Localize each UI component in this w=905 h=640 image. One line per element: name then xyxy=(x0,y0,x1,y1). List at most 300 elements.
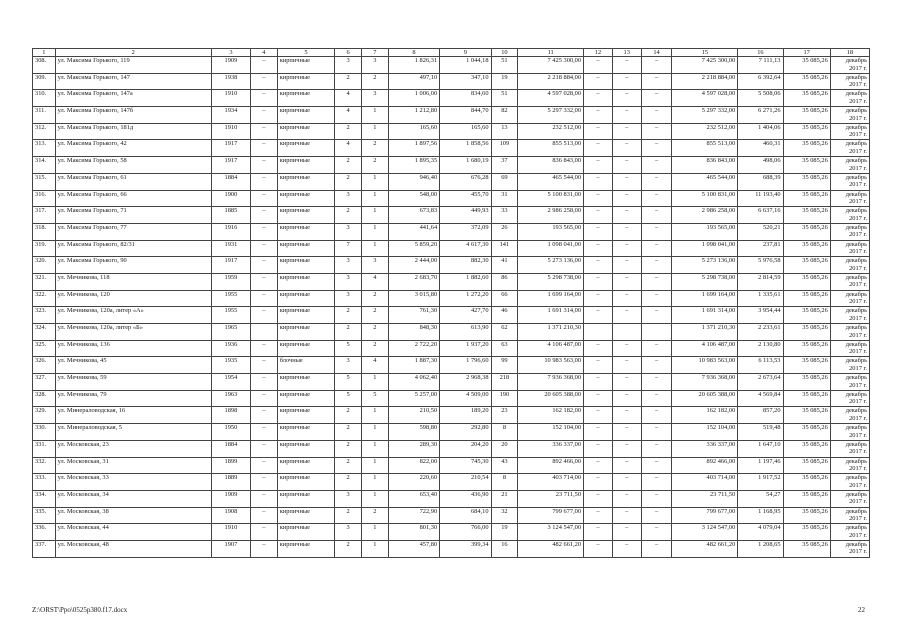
table-cell: 2 xyxy=(362,157,389,174)
table-cell: 3 xyxy=(335,57,362,74)
table-cell: 327. xyxy=(33,374,56,391)
table-cell: – xyxy=(612,290,641,307)
table-cell: 1 006,00 xyxy=(388,90,439,107)
table-cell: 109 xyxy=(491,140,518,157)
table-cell: 3 xyxy=(335,357,362,374)
table-cell: 1 xyxy=(362,407,389,424)
table-cell: – xyxy=(584,540,613,557)
table-cell: ул. Мечникова, 79 xyxy=(55,390,211,407)
table-cell: 482 661,20 xyxy=(518,540,584,557)
table-cell: 10 983 563,00 xyxy=(672,357,738,374)
table-row xyxy=(33,457,870,474)
table-cell: 210,54 xyxy=(440,474,491,491)
table-cell: 855 513,00 xyxy=(518,140,584,157)
table-cell: 1 xyxy=(362,240,389,257)
table-cell: 1 917,52 xyxy=(738,474,783,491)
table-cell: 1 xyxy=(362,474,389,491)
table-row xyxy=(33,357,870,374)
table-cell: – xyxy=(641,190,672,207)
table-cell: ул. Мечникова, 118 xyxy=(55,273,211,290)
table-cell: 7 936 368,00 xyxy=(518,374,584,391)
table-cell: – xyxy=(250,257,277,274)
table-row xyxy=(33,223,870,240)
table-cell: 3 xyxy=(335,190,362,207)
table-row xyxy=(33,273,870,290)
table-row xyxy=(33,407,870,424)
table-cell: 326. xyxy=(33,357,56,374)
table-cell: 5 xyxy=(362,390,389,407)
table-cell: 1908 xyxy=(211,507,250,524)
table-row xyxy=(33,123,870,140)
table-cell: 761,30 xyxy=(388,307,439,324)
table-cell: – xyxy=(250,540,277,557)
housing-stock-table xyxy=(32,48,870,558)
table-cell: – xyxy=(584,424,613,441)
column-number-cell: 15 xyxy=(672,49,738,57)
table-cell: кирпичные xyxy=(277,173,335,190)
table-cell: 2 673,64 xyxy=(738,374,783,391)
table-cell: 1 371 210,30 xyxy=(518,324,584,341)
table-cell: кирпичные xyxy=(277,257,335,274)
table-cell: 66 xyxy=(491,290,518,307)
table-row xyxy=(33,374,870,391)
table-cell: 4 xyxy=(335,140,362,157)
table-cell: 673,83 xyxy=(388,207,439,224)
table-cell: 35 085,26 xyxy=(783,340,830,357)
table-cell: 99 xyxy=(491,357,518,374)
table-cell: 35 085,26 xyxy=(783,424,830,441)
table-cell: 1 xyxy=(362,490,389,507)
table-cell: – xyxy=(250,173,277,190)
table-cell: 520,21 xyxy=(738,223,783,240)
table-cell: 2 968,38 xyxy=(440,374,491,391)
table-cell: кирпичные xyxy=(277,424,335,441)
table-cell: 165,60 xyxy=(388,123,439,140)
table-cell: 399,34 xyxy=(440,540,491,557)
table-cell: 204,20 xyxy=(440,440,491,457)
table-cell: – xyxy=(641,273,672,290)
table-cell: 684,10 xyxy=(440,507,491,524)
table-row xyxy=(33,490,870,507)
table-cell: 2 233,61 xyxy=(738,324,783,341)
table-cell: кирпичные xyxy=(277,190,335,207)
table-row xyxy=(33,107,870,124)
table-cell: 1 197,46 xyxy=(738,457,783,474)
table-cell: – xyxy=(612,107,641,124)
table-cell: декабрь 2017 г. xyxy=(830,240,869,257)
table-cell: 62 xyxy=(491,324,518,341)
table-cell: 7 425 300,00 xyxy=(518,57,584,74)
table-cell: 1963 xyxy=(211,390,250,407)
table-cell: – xyxy=(250,107,277,124)
table-cell: ул. Максима Горького, 181д xyxy=(55,123,211,140)
table-cell: ул. Московская, 31 xyxy=(55,457,211,474)
table-cell: декабрь 2017 г. xyxy=(830,140,869,157)
table-cell: – xyxy=(612,273,641,290)
table-cell: ул. Московская, 44 xyxy=(55,524,211,541)
table-cell: 1 647,10 xyxy=(738,440,783,457)
table-cell: 19 xyxy=(491,524,518,541)
table-cell: 4 569,84 xyxy=(738,390,783,407)
table-cell: – xyxy=(584,157,613,174)
table-cell: декабрь 2017 г. xyxy=(830,457,869,474)
table-cell: 232 512,00 xyxy=(672,123,738,140)
table-cell: 16 xyxy=(491,540,518,557)
table-cell: 1917 xyxy=(211,157,250,174)
table-cell: – xyxy=(641,207,672,224)
table-cell: 5 xyxy=(335,390,362,407)
table-cell: кирпичные xyxy=(277,390,335,407)
table-cell: 822,00 xyxy=(388,457,439,474)
table-cell: – xyxy=(250,190,277,207)
table-cell: 1965 xyxy=(211,324,250,341)
table-cell: 403 714,00 xyxy=(672,474,738,491)
table-cell: – xyxy=(612,190,641,207)
table-cell: декабрь 2017 г. xyxy=(830,223,869,240)
table-cell: ул. Московская, 33 xyxy=(55,474,211,491)
table-cell: 1917 xyxy=(211,140,250,157)
table-cell: – xyxy=(250,390,277,407)
table-cell: 35 085,26 xyxy=(783,374,830,391)
table-cell: 7 936 368,00 xyxy=(672,374,738,391)
table-cell: 35 085,26 xyxy=(783,273,830,290)
table-cell: – xyxy=(584,173,613,190)
table-cell: 892 466,00 xyxy=(672,457,738,474)
table-cell: 465 544,00 xyxy=(672,173,738,190)
table-cell: 323. xyxy=(33,307,56,324)
table-cell: – xyxy=(584,57,613,74)
table-cell: 162 182,00 xyxy=(672,407,738,424)
table-cell: 4 509,00 xyxy=(440,390,491,407)
table-cell: 5 297 332,00 xyxy=(518,107,584,124)
table-cell: кирпичные xyxy=(277,524,335,541)
table-row xyxy=(33,324,870,341)
table-cell: – xyxy=(612,340,641,357)
table-cell: ул. Мечникова, 45 xyxy=(55,357,211,374)
table-cell: 35 085,26 xyxy=(783,173,830,190)
table-cell: 2 xyxy=(335,474,362,491)
table-cell: 2 986 258,00 xyxy=(672,207,738,224)
table-cell: ул. Мечникова, 120 xyxy=(55,290,211,307)
table-cell: 1 895,35 xyxy=(388,157,439,174)
table-cell: 2 xyxy=(362,507,389,524)
table-cell: декабрь 2017 г. xyxy=(830,273,869,290)
table-cell: 3 124 547,00 xyxy=(518,524,584,541)
table-cell: 46 xyxy=(491,307,518,324)
table-cell: – xyxy=(612,357,641,374)
table-cell: 152 104,00 xyxy=(518,424,584,441)
table-cell: 2 xyxy=(335,407,362,424)
table-cell: декабрь 2017 г. xyxy=(830,390,869,407)
table-cell: 35 085,26 xyxy=(783,240,830,257)
table-cell: 1 xyxy=(362,123,389,140)
table-cell: ул. Максима Горького, 90 xyxy=(55,257,211,274)
table-cell: 35 085,26 xyxy=(783,307,830,324)
table-cell: кирпичные xyxy=(277,273,335,290)
table-cell: 1909 xyxy=(211,490,250,507)
table-cell: 26 xyxy=(491,223,518,240)
table-cell: – xyxy=(584,240,613,257)
table-cell: декабрь 2017 г. xyxy=(830,507,869,524)
table-cell: 1 098 041,00 xyxy=(672,240,738,257)
table-cell: 317. xyxy=(33,207,56,224)
table-cell: 314. xyxy=(33,157,56,174)
column-number-cell: 16 xyxy=(738,49,783,57)
table-cell: декабрь 2017 г. xyxy=(830,340,869,357)
table-cell: – xyxy=(612,424,641,441)
table-cell: – xyxy=(612,457,641,474)
table-cell: – xyxy=(250,73,277,90)
document-page xyxy=(32,48,870,558)
table-cell: 37 xyxy=(491,157,518,174)
table-cell: 152 104,00 xyxy=(672,424,738,441)
table-cell: 1 xyxy=(362,173,389,190)
table-cell: 21 xyxy=(491,490,518,507)
table-cell: – xyxy=(612,240,641,257)
table-cell: 2 xyxy=(335,324,362,341)
table-cell: – xyxy=(641,340,672,357)
table-cell: – xyxy=(612,374,641,391)
table-cell: 54,27 xyxy=(738,490,783,507)
table-cell: 141 xyxy=(491,240,518,257)
table-cell: 35 085,26 xyxy=(783,474,830,491)
table-cell: 4 597 028,00 xyxy=(672,90,738,107)
table-cell: – xyxy=(641,407,672,424)
table-cell: 4 617,30 xyxy=(440,240,491,257)
table-cell: – xyxy=(250,90,277,107)
table-row xyxy=(33,73,870,90)
table-cell: – xyxy=(250,240,277,257)
table-cell: декабрь 2017 г. xyxy=(830,190,869,207)
table-cell: ул. Минераловодская, 5 xyxy=(55,424,211,441)
table-cell: ул. Максима Горького, 61 xyxy=(55,173,211,190)
table-cell: – xyxy=(612,207,641,224)
table-cell: 218 xyxy=(491,374,518,391)
table-cell: 336 337,00 xyxy=(518,440,584,457)
table-cell: – xyxy=(612,257,641,274)
table-cell: – xyxy=(250,223,277,240)
table-cell: 766,00 xyxy=(440,524,491,541)
table-cell: – xyxy=(584,257,613,274)
table-cell: – xyxy=(584,490,613,507)
table-cell: 337. xyxy=(33,540,56,557)
table-cell: 318. xyxy=(33,223,56,240)
table-cell: декабрь 2017 г. xyxy=(830,357,869,374)
table-cell: 1910 xyxy=(211,90,250,107)
table-cell: – xyxy=(584,440,613,457)
table-cell: – xyxy=(641,107,672,124)
table-cell: 165,60 xyxy=(440,123,491,140)
table-cell: ул. Максима Горького, 66 xyxy=(55,190,211,207)
table-cell: 8 xyxy=(491,474,518,491)
table-cell: – xyxy=(641,157,672,174)
table-cell: 51 xyxy=(491,57,518,74)
table-cell: 2 xyxy=(335,424,362,441)
table-cell: – xyxy=(641,507,672,524)
table-row xyxy=(33,190,870,207)
table-cell: 35 085,26 xyxy=(783,490,830,507)
table-cell: – xyxy=(641,57,672,74)
table-cell: 2 986 258,00 xyxy=(518,207,584,224)
table-cell: 330. xyxy=(33,424,56,441)
table-cell: 2 xyxy=(335,307,362,324)
table-cell: кирпичные xyxy=(277,240,335,257)
table-cell: 1938 xyxy=(211,73,250,90)
table-cell: ул. Максима Горького, 42 xyxy=(55,140,211,157)
table-row xyxy=(33,424,870,441)
table-cell: 6 392,64 xyxy=(738,73,783,90)
table-cell: декабрь 2017 г. xyxy=(830,123,869,140)
table-cell: – xyxy=(584,507,613,524)
table-cell: 1950 xyxy=(211,424,250,441)
table-cell: 653,40 xyxy=(388,490,439,507)
table-cell: 4 xyxy=(335,107,362,124)
table-cell: 1 371 210,30 xyxy=(672,324,738,341)
table-cell: 7 xyxy=(335,240,362,257)
table-cell: 2 218 884,00 xyxy=(672,73,738,90)
table-cell: 857,20 xyxy=(738,407,783,424)
table-cell: 86 xyxy=(491,273,518,290)
table-cell: – xyxy=(612,390,641,407)
table-cell: 2 683,70 xyxy=(388,273,439,290)
column-number-cell: 14 xyxy=(641,49,672,57)
table-cell: 4 062,40 xyxy=(388,374,439,391)
table-cell: 190 xyxy=(491,390,518,407)
table-cell: – xyxy=(612,90,641,107)
table-cell: – xyxy=(584,223,613,240)
table-cell: – xyxy=(612,407,641,424)
table-cell: 325. xyxy=(33,340,56,357)
table-cell: 946,40 xyxy=(388,173,439,190)
table-cell: декабрь 2017 г. xyxy=(830,407,869,424)
table-cell: – xyxy=(250,290,277,307)
table-cell: 1 897,56 xyxy=(388,140,439,157)
table-cell: – xyxy=(250,157,277,174)
table-cell: декабрь 2017 г. xyxy=(830,57,869,74)
table-cell: – xyxy=(641,240,672,257)
table-cell: 63 xyxy=(491,340,518,357)
table-cell: декабрь 2017 г. xyxy=(830,324,869,341)
table-cell: 2 xyxy=(335,173,362,190)
table-cell: 372,09 xyxy=(440,223,491,240)
table-cell: 6 637,16 xyxy=(738,207,783,224)
table-cell: 457,80 xyxy=(388,540,439,557)
table-cell: 2 130,80 xyxy=(738,340,783,357)
table-cell: 436,90 xyxy=(440,490,491,507)
table-cell: 23 711,50 xyxy=(518,490,584,507)
table-cell xyxy=(250,324,277,341)
table-cell: 35 085,26 xyxy=(783,107,830,124)
table-cell: 2 444,00 xyxy=(388,257,439,274)
table-cell: 3 124 547,00 xyxy=(672,524,738,541)
column-number-cell: 1 xyxy=(33,49,56,57)
table-cell: ул. Мечникова, 120а, литер «Б» xyxy=(55,324,211,341)
table-cell: 35 085,26 xyxy=(783,390,830,407)
table-cell: декабрь 2017 г. xyxy=(830,440,869,457)
table-cell: 35 085,26 xyxy=(783,207,830,224)
table-cell: 35 085,26 xyxy=(783,540,830,557)
table-cell: 2 xyxy=(362,340,389,357)
table-cell: 5 273 136,00 xyxy=(672,257,738,274)
table-cell: 324. xyxy=(33,324,56,341)
table-cell: 1907 xyxy=(211,540,250,557)
table-row xyxy=(33,240,870,257)
table-cell: 35 085,26 xyxy=(783,357,830,374)
table-row xyxy=(33,390,870,407)
table-cell: 1 xyxy=(362,540,389,557)
table-row xyxy=(33,140,870,157)
table-cell: 313. xyxy=(33,140,56,157)
column-number-cell: 6 xyxy=(335,49,362,57)
table-cell: кирпичные xyxy=(277,140,335,157)
table-cell: 3 954,44 xyxy=(738,307,783,324)
table-cell: 5 508,06 xyxy=(738,90,783,107)
table-cell: – xyxy=(584,190,613,207)
table-row xyxy=(33,307,870,324)
table-cell: – xyxy=(641,307,672,324)
table-cell: 4 079,04 xyxy=(738,524,783,541)
table-cell: 1936 xyxy=(211,340,250,357)
table-cell: – xyxy=(612,307,641,324)
table-cell: 20 605 388,00 xyxy=(518,390,584,407)
table-cell: кирпичные xyxy=(277,107,335,124)
table-cell: 3 015,80 xyxy=(388,290,439,307)
table-cell: 498,06 xyxy=(738,157,783,174)
table-cell: 2 xyxy=(362,307,389,324)
table-cell: 35 085,26 xyxy=(783,257,830,274)
table-cell: кирпичные xyxy=(277,73,335,90)
table-cell: ул. Максима Горького, 82/31 xyxy=(55,240,211,257)
table-cell: – xyxy=(641,474,672,491)
column-number-cell: 17 xyxy=(783,49,830,57)
table-cell: – xyxy=(641,424,672,441)
table-cell: 2 xyxy=(362,324,389,341)
table-cell: ул. Максима Горького, 71 xyxy=(55,207,211,224)
column-number-cell: 7 xyxy=(362,49,389,57)
table-cell: 1 xyxy=(362,207,389,224)
table-row xyxy=(33,507,870,524)
table-cell: 189,20 xyxy=(440,407,491,424)
table-cell: 11 193,40 xyxy=(738,190,783,207)
table-cell: 311. xyxy=(33,107,56,124)
table-cell: – xyxy=(612,173,641,190)
table-cell: 1955 xyxy=(211,307,250,324)
table-cell: 82 xyxy=(491,107,518,124)
table-cell: 7 111,13 xyxy=(738,57,783,74)
table-cell: 2 814,59 xyxy=(738,273,783,290)
table-cell: 1917 xyxy=(211,257,250,274)
table-cell: 4 597 028,00 xyxy=(518,90,584,107)
table-cell: 3 xyxy=(362,57,389,74)
table-cell: 3 xyxy=(362,257,389,274)
table-cell: – xyxy=(250,340,277,357)
table-cell: кирпичные xyxy=(277,207,335,224)
table-cell: – xyxy=(612,123,641,140)
table-cell: – xyxy=(584,524,613,541)
table-cell: 844,70 xyxy=(440,107,491,124)
table-cell: 35 085,26 xyxy=(783,57,830,74)
table-cell: 1 xyxy=(362,524,389,541)
table-cell: кирпичные xyxy=(277,407,335,424)
table-cell: – xyxy=(641,440,672,457)
table-cell: 328. xyxy=(33,390,56,407)
table-cell: 237,81 xyxy=(738,240,783,257)
table-cell: 1 xyxy=(362,223,389,240)
table-cell: 1 208,65 xyxy=(738,540,783,557)
table-cell: 13 xyxy=(491,123,518,140)
table-cell: – xyxy=(641,257,672,274)
table-cell: 35 085,26 xyxy=(783,457,830,474)
